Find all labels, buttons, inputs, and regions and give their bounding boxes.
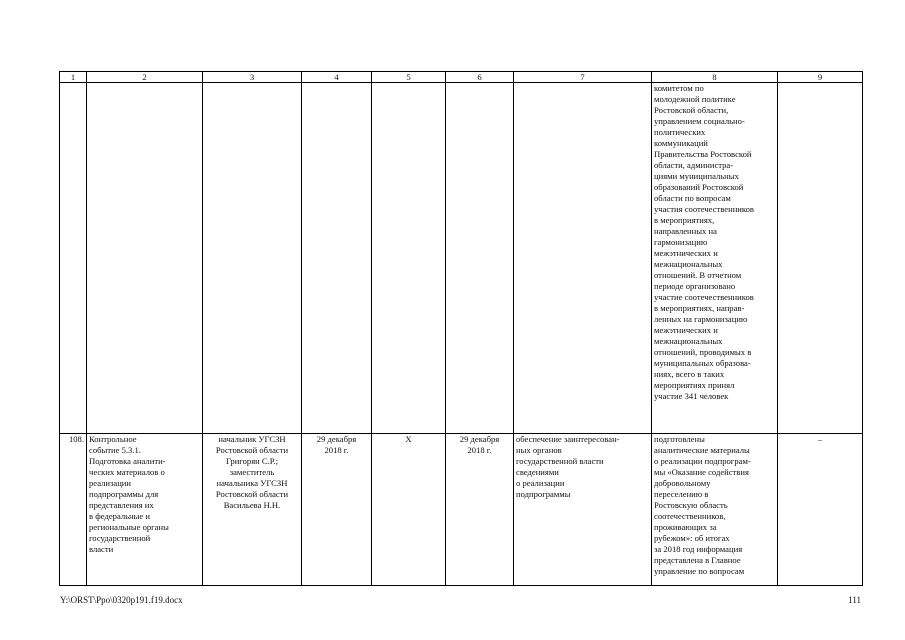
cell-expected-result: обеспечение заинтересован- ных органов государственной власти сведениями о реализации подпрограммы (514, 434, 652, 586)
header-row (60, 72, 863, 83)
column-header-9: 9 (778, 72, 863, 83)
column-header-1: 1 (60, 72, 87, 83)
column-header-5: 5 (372, 72, 446, 83)
page-number: 111 (848, 595, 861, 605)
cell-empty (203, 83, 302, 434)
cell-empty (60, 83, 87, 434)
cell-empty (514, 83, 652, 434)
file-path: Y:\ORST\Ppo\0320p191.f19.docx (60, 595, 183, 605)
cell-empty (778, 83, 863, 434)
column-header-4: 4 (302, 72, 372, 83)
cell-planned-date: 29 декабря 2018 г. (302, 434, 372, 586)
column-header-7: 7 (514, 72, 652, 83)
cell-results-continued: комитетом по молодежной политике Ростовской области, управлением социально- политических коммуникаций Правительства Ростовской области, администра- циями муниципальных образований Ростовской области по вопросам участия соотечественников в мероприятиях, направленных на гармонизацию межэтнических и межнациональных отношений. В отчетном периоде организовано участие соотечественников в мероприятиях, направ- ленных на гармонизацию межэтнических и межнациональных отношений, проводимых в муниципальных образова- ниях, всего в таких мероприятиях принял участие 341 человек (652, 83, 778, 434)
cell-event-name: Контрольное событие 5.3.1. Подготовка аналити- ческих материалов о реализации подпрограммы для представления их в федеральные и региональные органы государственной власти (87, 434, 203, 586)
cell-actual-result: подготовлены аналитические материалы о реализации подпрограм- мы «Оказание содействия добровольному переселению в Ростовскую область соотечественников, проживающих за рубежом»: об итогах за 2018 год информация представлена в Главное управление по вопросам (652, 434, 778, 586)
cell-empty (446, 83, 514, 434)
table-row-continued (60, 83, 863, 434)
cell-responsible: начальник УГСЗН Ростовской области Григорян С.Р.; заместитель начальника УГСЗН Ростовской области Васильева Н.Н. (203, 434, 302, 586)
table-row-108 (60, 434, 863, 586)
column-header-2: 2 (87, 72, 203, 83)
cell-actual-date: 29 декабря 2018 г. (446, 434, 514, 586)
column-header-8: 8 (652, 72, 778, 83)
cell-empty (372, 83, 446, 434)
cell-notes: – (778, 434, 863, 586)
cell-empty (302, 83, 372, 434)
column-header-6: 6 (446, 72, 514, 83)
cell-mark: X (372, 434, 446, 586)
report-table (59, 71, 863, 586)
cell-empty (87, 83, 203, 434)
cell-row-number: 108. (60, 434, 87, 586)
column-header-3: 3 (203, 72, 302, 83)
